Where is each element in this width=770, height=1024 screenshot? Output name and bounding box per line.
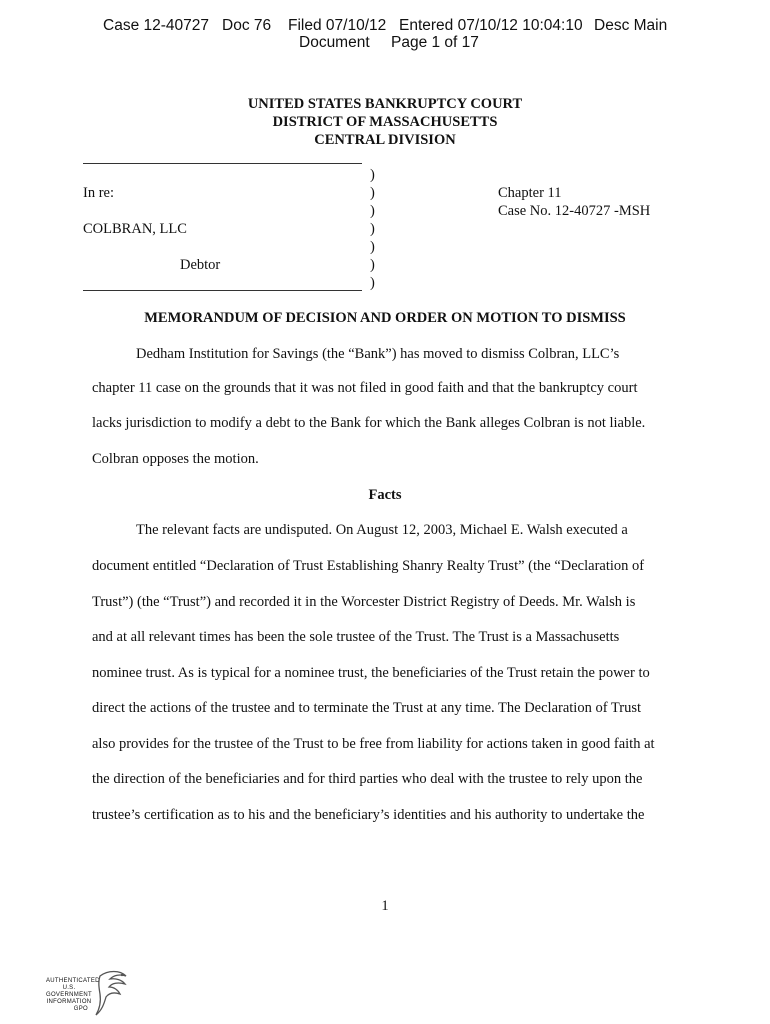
entered-date: Entered 07/10/12 10:04:10: [399, 17, 583, 34]
caption-parentheses: ) ) ) ) ) ) ): [370, 167, 375, 291]
filed-date: Filed 07/10/12: [288, 17, 387, 34]
gpo-authentication-logo: [40, 968, 140, 1018]
gpo-logo-text: INFORMATION: [46, 999, 92, 1005]
gpo-logo-text: U.S. GOVERNMENT: [46, 985, 93, 998]
paragraph-line: The relevant facts are undisputed. On August 12, 2003, Michael E. Walsh executed a: [136, 522, 628, 538]
paragraph-line: trustee’s certification as to his and the beneficiary’s identities and his authority to undertake the: [92, 807, 645, 823]
paragraph-line: chapter 11 case on the grounds that it was not filed in good faith and that the bankruptcy court: [92, 380, 638, 396]
desc-label: Desc Main: [594, 17, 668, 34]
debtor-label: Debtor: [180, 257, 221, 273]
paragraph-line: lacks jurisdiction to modify a debt to the Bank for which the Bank alleges Colbran is not liable.: [92, 415, 646, 431]
facts-heading: Facts: [368, 487, 402, 503]
document-label: Document: [299, 34, 370, 51]
in-re-label: In re:: [83, 185, 114, 201]
paragraph-line: Colbran opposes the motion.: [92, 451, 259, 467]
debtor-name: COLBRAN, LLC: [83, 221, 187, 237]
filing-header: [0, 17, 770, 51]
caption-top-rule: [83, 163, 362, 164]
case-number-caption: Case No. 12-40727 -MSH: [498, 203, 651, 219]
gpo-logo-text: GPO: [73, 1006, 88, 1012]
paragraph-line: Dedham Institution for Savings (the “Bank”) has moved to dismiss Colbran, LLC’s: [136, 346, 620, 362]
page-indicator: Page 1 of 17: [391, 34, 479, 51]
court-name: UNITED STATES BANKRUPTCY COURT: [247, 96, 523, 112]
doc-number: Doc 76: [222, 17, 272, 34]
page-number: 1: [381, 898, 389, 914]
paragraph-line: the direction of the beneficiaries and for third parties who deal with the trustee to rely upon the: [92, 771, 643, 787]
caption-bottom-rule: [83, 290, 362, 291]
court-division: CENTRAL DIVISION: [314, 132, 456, 148]
document-title: MEMORANDUM OF DECISION AND ORDER ON MOTION TO DISMISS: [144, 310, 626, 326]
gpo-logo-text: AUTHENTICATED: [46, 978, 100, 984]
court-heading: [0, 95, 770, 149]
court-district: DISTRICT OF MASSACHUSETTS: [272, 114, 498, 130]
case-number: Case 12-40727: [103, 17, 209, 34]
paragraph-line: also provides for the trustee of the Trust to be free from liability for actions taken in good faith at: [92, 736, 655, 752]
paragraph-line: document entitled “Declaration of Trust Establishing Shanry Realty Trust” (the “Declaration of: [92, 558, 645, 574]
paragraph-line: Trust”) (the “Trust”) and recorded it in the Worcester District Registry of Deeds. Mr. Walsh is: [92, 594, 636, 610]
paragraph-line: and at all relevant times has been the sole trustee of the Trust. The Trust is a Massachusetts: [92, 629, 620, 645]
eagle-icon: [92, 968, 132, 1018]
paragraph-line: direct the actions of the trustee and to terminate the Trust at any time. The Declaration of Trust: [92, 700, 641, 716]
chapter-label: Chapter 11: [498, 185, 562, 201]
paragraph-line: nominee trust. As is typical for a nominee trust, the beneficiaries of the Trust retain the power to: [92, 665, 650, 681]
